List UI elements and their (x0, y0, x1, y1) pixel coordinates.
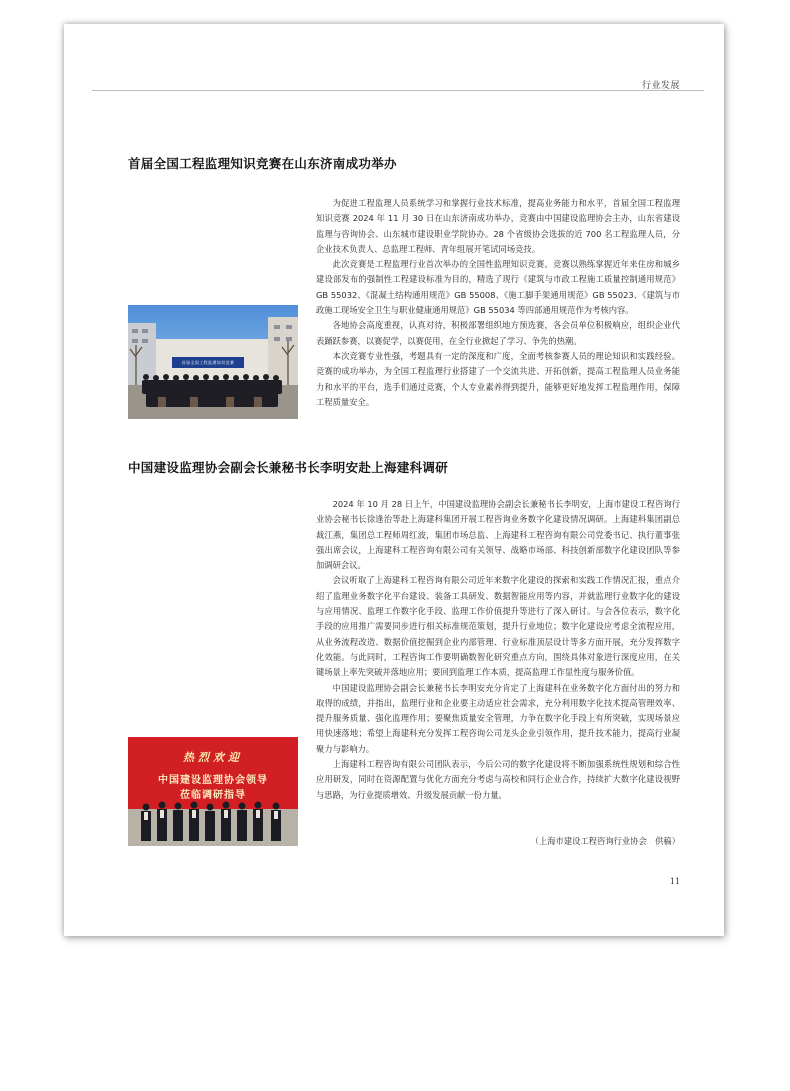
article2-paragraph: 中国建设监理协会副会长兼秘书长李明安充分肯定了上海建科在业务数字化方面付出的努力和取得的成绩，并指出，监理行业和企业要主动适应社会需求，充分利用数字化技术提高管理效率、提升服务质量、强化监理作用；要聚焦质量安全管理，力争在数字化手段上有所突破，实现场景应用快速落地；希望上海建科充分发挥工程咨询公司龙头企业引领作用，提升技术能力，提高行业凝聚力与影响力。 (316, 682, 680, 754)
article2-title: 中国建设监理协会副会长兼秘书长李明安赴上海建科调研 (128, 460, 449, 475)
article2-paragraph: 会议听取了上海建科工程咨询有限公司近年来数字化建设的探索和实践工作情况汇报，重点介绍了监理业务数字化平台建设、装备工具研发、数据智能应用等内容，并就监理行业数字化的建设与应用情况、监理工作数字化手段、监理工作价值提升等进行了深入研讨。与会各位表示，数字化手段的应用推广需要同步进行相关标准规范策划，提升行业地位；数字化建设应考虑全流程应用，从业务流程改造、数据价值挖掘到企业内部管理、行业标准顶层设计等多方面开展，充分发挥数字化效能。与此同时，工程咨询工作要明确数智化研究重点方向，围绕具体对象进行深度应用，在关键场景上率先突破并落地应用；要回到监理工作本质，提高监理工作显性度与服务价值。 (316, 575, 680, 678)
photo1-banner-text: 首届全国工程监理知识竞赛 (181, 360, 235, 365)
article1-paragraph: 此次竞赛是工程监理行业首次举办的全国性监理知识竞赛。竞赛以熟练掌握近年来住房和城乡建设部发布的强制性工程建设标准为目的，精选了现行《建筑与市政工程施工质量控制通用规范》GB 55032、《混凝土结构通用规范》GB 55008、《施工脚手架通用规范》GB 55023、《建筑与市政施工现场安全卫生与职业健康通用规范》GB 55034 等四部通用规范作为考核内容。 (316, 259, 680, 316)
article1-paragraph: 为促进工程监理人员系统学习和掌握行业技术标准，提高业务能力和水平，首届全国工程监理知识竞赛 2024 年 11 月 30 日在山东济南成功举办，竞赛由中国建设监理协会主办，山东省建设监理与咨询协会、山东城市建设职业学院协办。28 个省级协会选拔的近 700 名工程监理人员，分企业技术负责人、总监理工程师、青年组展开笔试同场竞技。 (316, 198, 680, 254)
article1-photo (128, 305, 298, 419)
article2-paragraph: 上海建科工程咨询有限公司团队表示，今后公司的数字化建设将不断加强系统性规划和综合性应用研发，同时在资源配置与优化方面充分考虑与高校和同行企业合作，持续扩大数字化建设视野与思路，为行业提质增效、升级发展贡献一份力量。 (316, 759, 680, 800)
article1-paragraph: 本次竞赛专业性强，考题具有一定的深度和广度，全面考核参赛人员的理论知识和实践经验。竞赛的成功举办，为全国工程监理行业搭建了一个交流共进、开拓创新，提高工程监理人员业务能力和水平的平台，选手们通过竞赛，个人专业素养得到提升，能够更好地发挥工程监理作用，保障工程质量安全。 (316, 350, 680, 407)
article1-paragraph: 各地协会高度重视，认真对待，积极部署组织地方预选赛，各会员单位积极响应，组织企业代表踊跃参赛，以赛促学，以赛促用，在全行业掀起了学习、争先的热潮。 (316, 320, 680, 346)
page-number: 11 (669, 877, 680, 886)
welcome-banner-line3: 莅临调研指导 (180, 790, 246, 801)
section-label: 行业发展 (641, 81, 680, 91)
welcome-banner-line2: 中国建设监理协会领导 (158, 775, 268, 786)
magazine-page (64, 24, 724, 936)
article2-body (316, 497, 680, 803)
article2-photo (128, 737, 298, 846)
article2-paragraph: 2024 年 10 月 28 日上午，中国建设监理协会副会长兼秘书长李明安，上海市建设工程咨询行业协会秘书长徐逢治等赴上海建科集团开展工程咨询业务数字化建设情况调研。上海建科集团副总裁江燕，集团总工程师周红波，集团市场总监、上海建科工程咨询有限公司党委书记、执行董事张强出席会议，上海建科工程咨询有限公司有关领导、战略市场部、科技创新部数字化建设团队等参加调研会议。 (316, 499, 680, 571)
article1-body (316, 196, 680, 410)
header-divider (92, 90, 704, 91)
welcome-banner-line1: 热烈欢迎 (183, 751, 243, 764)
article1-title: 首届全国工程监理知识竞赛在山东济南成功举办 (128, 156, 397, 171)
article2-byline: （上海市建设工程咨询行业协会 供稿） (530, 836, 680, 846)
